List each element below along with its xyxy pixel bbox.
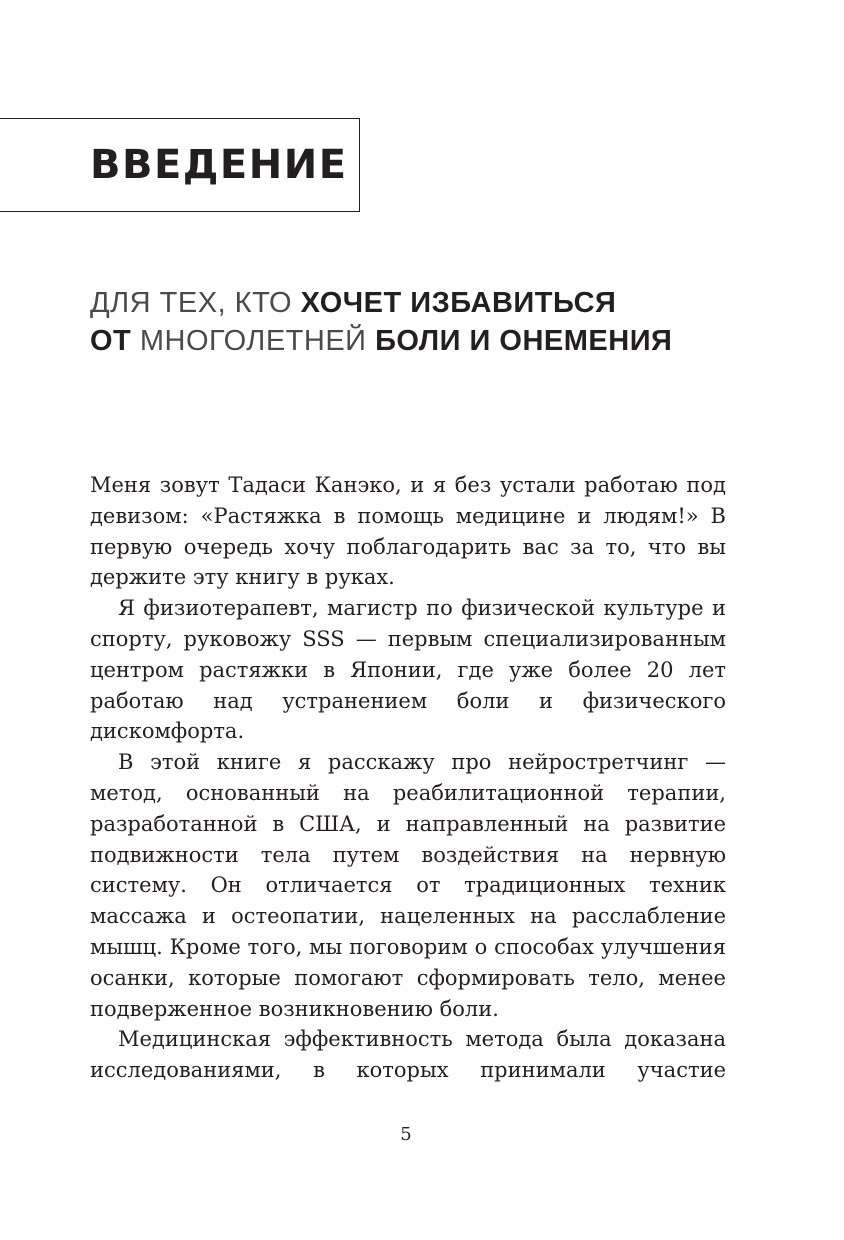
subtitle-bold-text: ОТ <box>90 325 132 357</box>
paragraph-2: Я физиотерапевт, магистр по физической культуре и спорту, руковожу SSS — первым специализированным центром растяжки в Японии, где уже более 20 лет работаю над устранением боли и физического дискомфорта. <box>90 596 726 744</box>
chapter-subtitle <box>90 284 790 360</box>
paragraph-4: Медицинская эффективность метода была доказана исследованиями, в которых принимали участие <box>90 1027 726 1083</box>
subtitle-line-2 <box>90 322 790 360</box>
subtitle-line-1 <box>90 284 790 322</box>
chapter-title: ВВЕДЕНИЕ <box>90 142 348 188</box>
subtitle-bold-text: БОЛИ И ОНЕМЕНИЯ <box>375 325 673 357</box>
subtitle-bold-text: ХОЧЕТ ИЗБАВИТЬСЯ <box>300 287 617 319</box>
page-number: 5 <box>400 1124 412 1145</box>
paragraph-1: Меня зовут Тадаси Канэко, и я без устали работаю под девизом: «Растяжка в помощь медицине и людям!» В первую очередь хочу поблагодарить вас за то, что вы держите эту книгу в руках. <box>90 473 726 590</box>
body-text <box>90 470 726 1086</box>
subtitle-light-text: МНОГОЛЕТНЕЙ <box>131 325 376 357</box>
paragraph-3: В этой книге я расскажу про нейростретчинг — метод, основанный на реабилитационной терапии, разработанной в США, и направленный на развитие подвижности тела путем воздействия на нервную систему. Он отличается от традиционных техник массажа и остеопатии, нацеленных на расслабление мышц. Кроме того, мы поговорим о способах улучшения осанки, которые помогают сформировать тело, менее подверженное возникновению боли. <box>90 750 726 1021</box>
subtitle-light-text: ДЛЯ ТЕХ, КТО <box>90 287 301 319</box>
